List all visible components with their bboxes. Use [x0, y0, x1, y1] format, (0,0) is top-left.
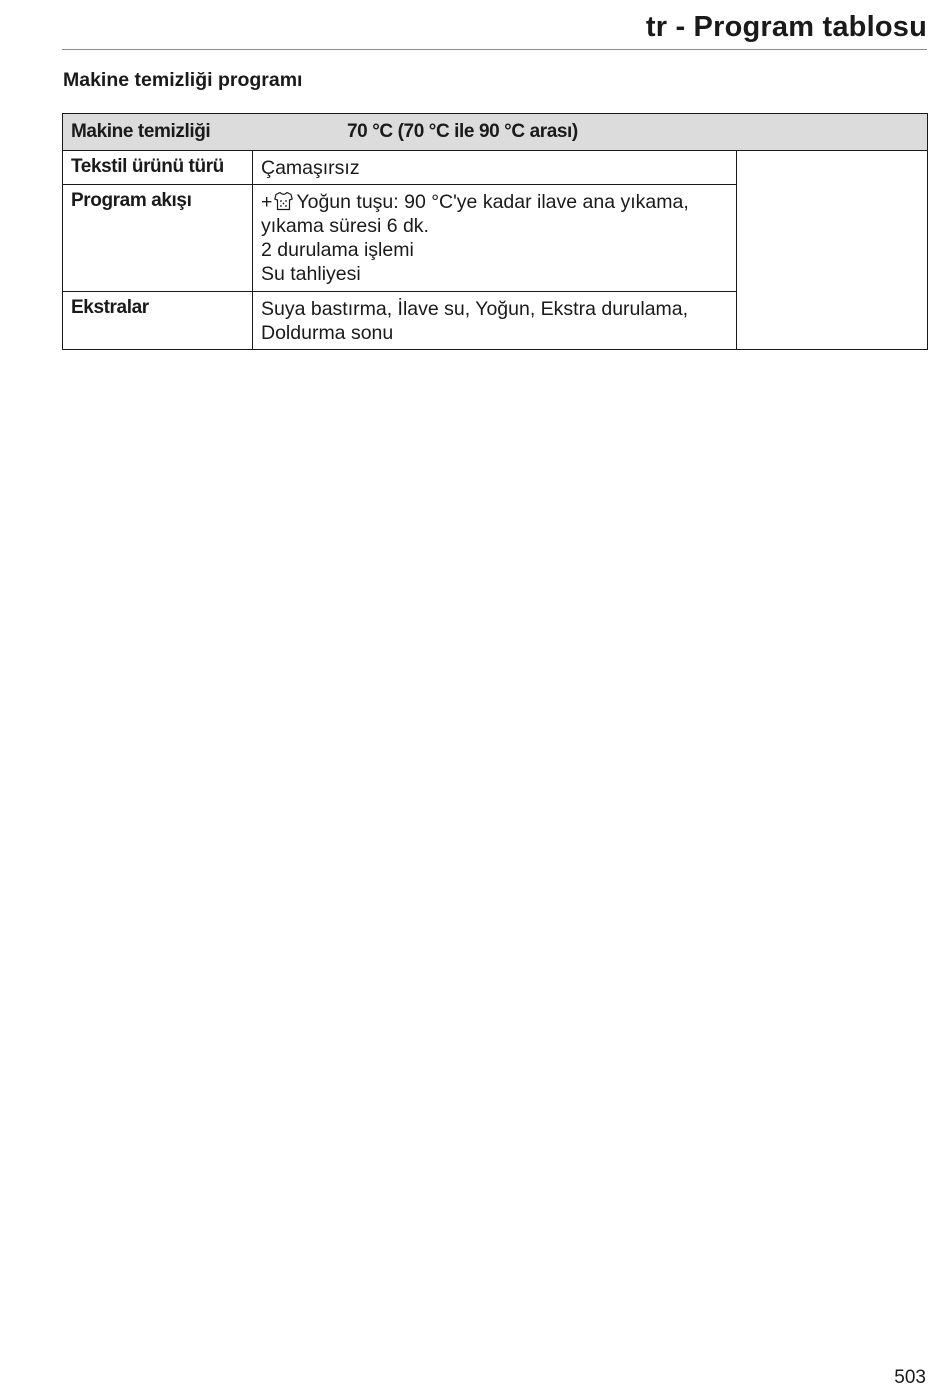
value-line: Doldurma sonu [261, 322, 394, 344]
row-value-extras [253, 292, 737, 350]
value-line: Su tahliyesi [261, 263, 361, 285]
program-table [62, 113, 928, 350]
value-line: 2 durulama işlemi [261, 239, 414, 261]
table-row [63, 151, 928, 185]
page-number: 503 [894, 1367, 926, 1388]
value-text: Yoğun tuşu: 90 °C'ye kadar ilave ana yıkama, [296, 191, 689, 213]
row-label-extras: Ekstralar [63, 292, 253, 350]
row-label-textile-type: Tekstil ürünü türü [63, 151, 253, 185]
row-value-program-flow [253, 185, 737, 292]
program-name: Makine temizliği [71, 121, 211, 142]
table-header-cell [63, 114, 928, 151]
table-header-row [63, 114, 928, 151]
empty-column-cell [737, 151, 928, 350]
plus-sign: + [261, 191, 273, 213]
value-line-with-icon [261, 190, 728, 214]
section-title: Makine temizliği programı [63, 69, 303, 91]
page-header [62, 0, 927, 50]
intensive-shirt-icon [274, 191, 293, 211]
page-header-title: tr - Program tablosu [645, 11, 927, 43]
value-line: Çamaşırsız [261, 157, 360, 179]
row-label-program-flow: Program akışı [63, 185, 253, 292]
program-temperature: 70 °C (70 °C ile 90 °C arası) [347, 121, 578, 142]
value-line: yıkama süresi 6 dk. [261, 215, 429, 237]
row-value-textile-type [253, 151, 737, 185]
value-line: Suya bastırma, İlave su, Yoğun, Ekstra durulama, [261, 298, 689, 320]
